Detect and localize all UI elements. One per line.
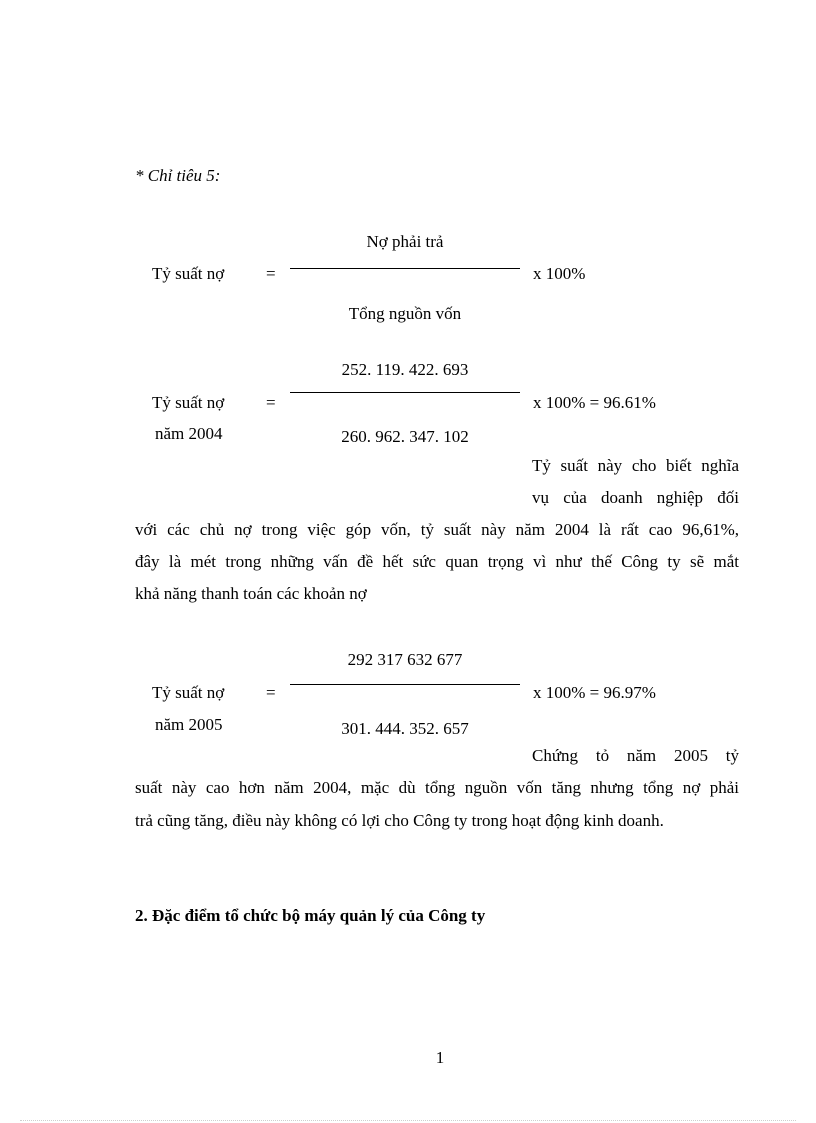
calc-2004-result: x 100% = 96.61% bbox=[533, 393, 656, 412]
formula-numerator: Nợ phải trả bbox=[366, 232, 444, 251]
calc-2005-numerator: 292 317 632 677 bbox=[347, 650, 463, 669]
formula-equals: = bbox=[266, 264, 276, 283]
calc-2005-fraction-bar bbox=[290, 684, 520, 685]
paragraph-line: vụ của doanh nghiệp đối bbox=[532, 488, 739, 507]
calc-2004-fraction-bar bbox=[290, 392, 520, 393]
calc-2004-denominator: 260. 962. 347. 102 bbox=[341, 427, 469, 446]
indicator-heading: * Chỉ tiêu 5: bbox=[135, 166, 221, 185]
paragraph-line: Tỷ suất này cho biết nghĩa bbox=[532, 456, 739, 475]
paragraph-line: suất này cao hơn năm 2004, mặc dù tổng nguồn vốn tăng nhưng tổng nợ phải bbox=[135, 778, 739, 797]
paragraph-line: Chứng tỏ năm 2005 tỷ bbox=[532, 746, 739, 765]
page-number: 1 bbox=[435, 1048, 445, 1067]
formula-fraction-bar bbox=[290, 268, 520, 269]
section-title: 2. Đặc điểm tổ chức bộ máy quản lý của Công ty bbox=[135, 906, 486, 925]
formula-multiplier: x 100% bbox=[533, 264, 586, 283]
paragraph-line: khả năng thanh toán các khoản nợ bbox=[135, 584, 367, 603]
paragraph-line: trả cũng tăng, điều này không có lợi cho Công ty trong hoạt động kinh doanh. bbox=[135, 811, 664, 830]
page-footer-divider bbox=[20, 1120, 796, 1121]
calc-2005-result: x 100% = 96.97% bbox=[533, 683, 656, 702]
calc-2004-equals: = bbox=[266, 393, 276, 412]
formula-label: Tỷ suất nợ bbox=[152, 264, 225, 283]
paragraph-line: với các chủ nợ trong việc góp vốn, tỷ suất này năm 2004 là rất cao 96,61%, bbox=[135, 520, 739, 539]
calc-2004-label: Tỷ suất nợ bbox=[152, 393, 225, 412]
calc-2005-year: năm 2005 bbox=[155, 715, 223, 734]
calc-2004-year: năm 2004 bbox=[155, 424, 223, 443]
calc-2005-equals: = bbox=[266, 683, 276, 702]
formula-denominator: Tổng nguồn vốn bbox=[348, 304, 462, 323]
calc-2005-label: Tỷ suất nợ bbox=[152, 683, 225, 702]
calc-2005-denominator: 301. 444. 352. 657 bbox=[341, 719, 469, 738]
paragraph-line: đây là mét trong những vấn đề hết sức quan trọng vì như thế Công ty sẽ mắt bbox=[135, 552, 739, 571]
calc-2004-numerator: 252. 119. 422. 693 bbox=[341, 360, 469, 379]
